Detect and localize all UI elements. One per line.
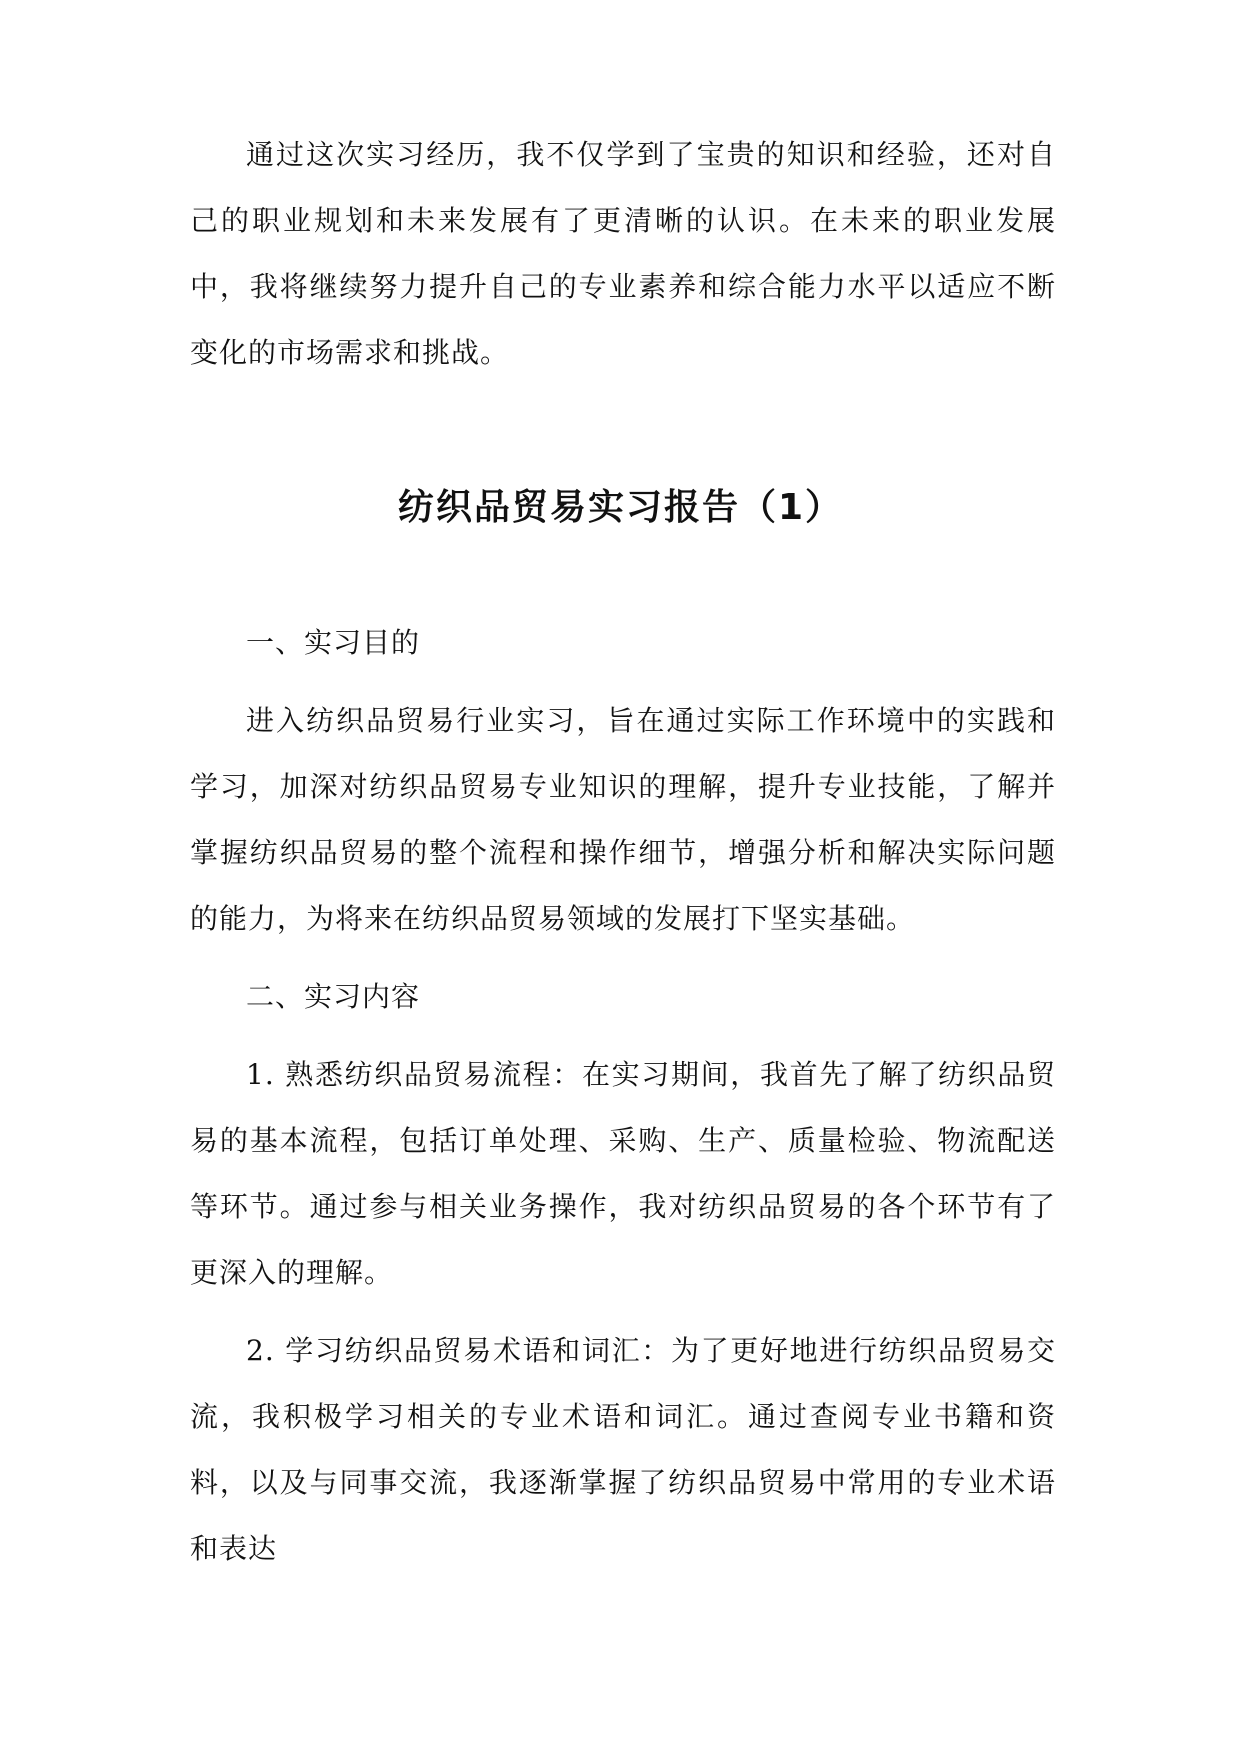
report-title: 纺织品贸易实习报告（1） (397, 487, 844, 528)
content-item-1: 1. 熟悉纺织品贸易流程：在实习期间，我首先了解了纺织品贸易的基本流程，包括订单处理、采购、生产、质量检验、物流配送等环节。通过参与相关业务操作，我对纺织品贸易的各个环节有了更深入的理解。 (190, 1058, 1056, 1289)
purpose-heading: 一、实习目的 (246, 626, 421, 659)
content-item-2: 2. 学习纺织品贸易术语和词汇：为了更好地进行纺织品贸易交流，我积极学习相关的专业术语和词汇。通过查阅专业书籍和资料，以及与同事交流，我逐渐掌握了纺织品贸易中常用的专业术语和表达 (190, 1334, 1056, 1565)
purpose-paragraph: 进入纺织品贸易行业实习，旨在通过实际工作环境中的实践和学习，加深对纺织品贸易专业知识的理解，提升专业技能，了解并掌握纺织品贸易的整个流程和操作细节，增强分析和解决实际问题的能力，为将来在纺织品贸易领域的发展打下坚实基础。 (190, 704, 1056, 935)
report-body (190, 610, 1056, 1582)
intro-section (190, 122, 1056, 386)
intro-paragraph: 通过这次实习经历，我不仅学到了宝贵的知识和经验，还对自己的职业规划和未来发展有了更清晰的认识。在未来的职业发展中，我将继续努力提升自己的专业素养和综合能力水平以适应不断变化的市场需求和挑战。 (190, 138, 1056, 369)
content-heading: 二、实习内容 (246, 980, 421, 1013)
